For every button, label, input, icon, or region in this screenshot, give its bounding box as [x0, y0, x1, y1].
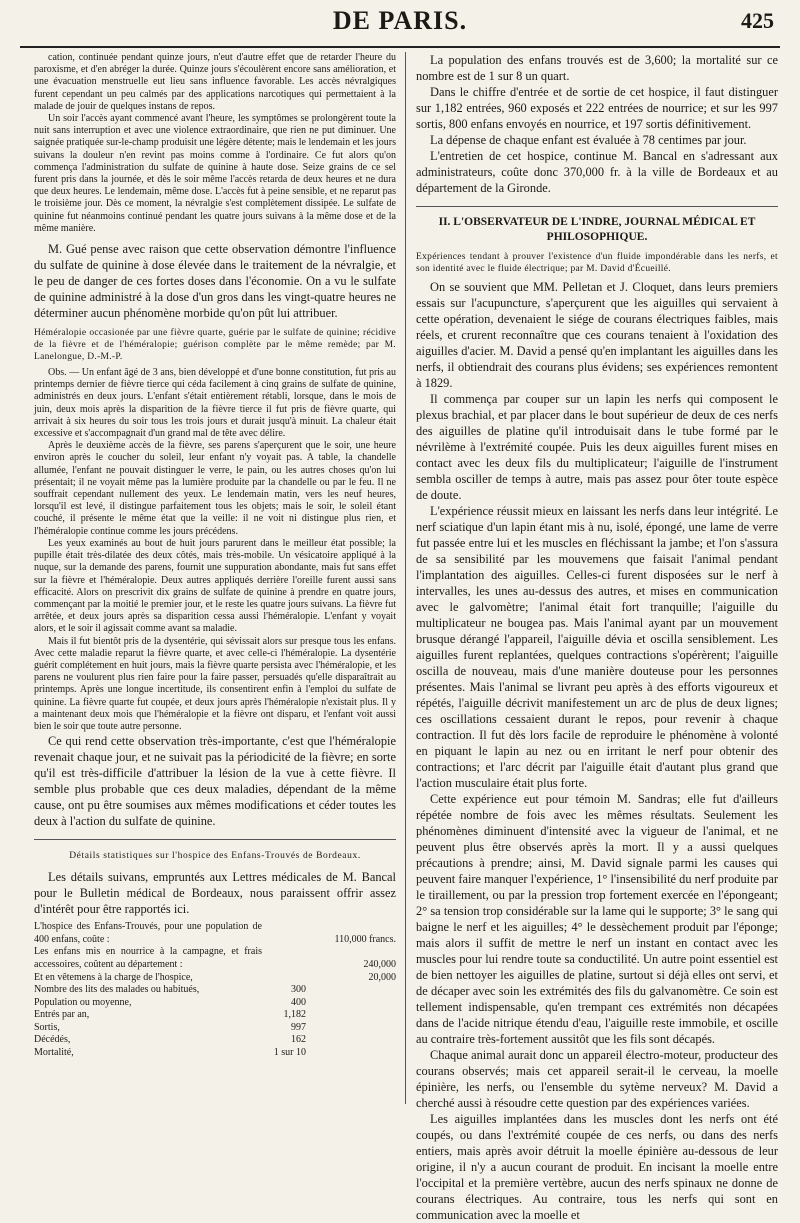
- table-row: [34, 921, 396, 946]
- page-title: DE PARIS.: [332, 6, 468, 35]
- right-column: [416, 52, 778, 1222]
- table-row: [34, 946, 396, 971]
- stat-total: 20,000: [368, 971, 396, 983]
- section-rule: [34, 839, 396, 840]
- stat-value: 997: [291, 1021, 306, 1033]
- stat-total: 240,000: [363, 958, 396, 970]
- section-rule: [416, 206, 778, 207]
- stats-paragraph: L'entretien de cet hospice, continue M. Bancal en s'adressant aux administrateurs, coûte donc 370,000 fr. à la ville de Bordeaux et au département de la Gironde.: [416, 149, 778, 195]
- stat-value: [262, 921, 306, 946]
- body-paragraph: Les aiguilles implantées dans les muscles dont les nerfs ont été coupés, ou dans l'extrémité coupée de ces nerfs, ou dans des nerfs entiers, mais après avoir détruit la moelle épinière au-dessous de leur origine, il n'y a aucun courant de produit. En incisant la moelle entre l'occipital et la première vertèbre, aucun des nerfs spinaux ne donne de courans électriques. Au contraire, tous les nerfs qui sont en communication avec la moelle et: [416, 1112, 778, 1222]
- body-paragraph: Cette expérience eut pour témoin M. Sandras; elle fut d'ailleurs répétée nombre de fois avec les mêmes résultats. Seulement les phénomènes diminuent d'intensité avec la vigueur de l'animal, et ne peuvent plus être observés après la mort. Il y a aussi quelques précautions à prendre; ainsi, M. David signale parmi les causes qui peuvent faire manquer l'expérience, 1° l'insensibilité du nerf produite par le tiraillement, ou par la pression trop fortement exercée en l'épongeant; 2° sa tension trop considérable sur la lame qui le supporte; 3° le sang qui baigne le nerf et les aiguilles; 4° le dessèchement produit par l'éponge; mais alors il suffit de mettre le nerf un instant en contact avec les muscles pour lui rendre toute sa conductilité. Un autre point essentiel est de bien nettoyer les aiguilles de platine, surtout si déjà elles ont servi, et de décaper avec soin les extrémités des fils du galvanomètre. Ce soin est tellement indispensable, qu'en trempant ces extrémités non décapées dans de l'acide nitrique étendu d'eau, l'aiguille reste immobile, et oscille au contraire très-fortement aussitôt que les fils sont décapés.: [416, 792, 778, 1046]
- stat-value: [262, 946, 306, 971]
- body-paragraph: Chaque animal aurait donc un appareil électro-moteur, producteur des courans observés; mais cet appareil serait-il le cerveau, la moelle épinière, les nerfs, ou l'ensemble du sytème nerveux? M. David a cherché aussi à résoudre cette question par des expériences variées.: [416, 1048, 778, 1110]
- gue-paragraph: M. Gué pense avec raison que cette observation démontre l'influence du sulfate de quinine à dose élevée dans le traitement de la névralgie, et le peu de danger de ces fortes doses dans l'économie. On a vu le sulfate de quinine administré à la dose d'un gros dans les vingt-quatre heures ne déterminer aucun phénomène morbide qu'on pût lui attribuer.: [34, 242, 396, 321]
- stat-total: [306, 1034, 396, 1047]
- stat-label: Entrés par an,: [34, 1009, 90, 1021]
- obs-paragraph: Les yeux examinés au bout de huit jours parurent dans le meilleur état possible; la pupille était très-dilatée des deux côtés, mais très-mobile. Un vésicatoire appliqué à la nuque, sur la demande des parens, fournit une suppuration abondante, mais fut sans effet sur la fièvre et l'héméralopie. Deux autres appliqués derrière l'oreille furent aussi sans efficacité. Alors on prescrivit dix grains de sulfate de quinine à prendre en quatre jours, commençant par la moitié le premier jour, et le reste les quatre jours suivans. La fièvre fut arrêtée, et deux jours après sa disparition cessa aussi l'héméralopie. L'enfant y voyait alors, et le soir il agissait comme avant sa maladie.: [34, 537, 396, 635]
- left-column: [34, 52, 396, 1104]
- stat-total: [306, 1047, 396, 1060]
- stat-total: [306, 997, 396, 1010]
- table-row: [34, 972, 396, 985]
- stat-value: 400: [291, 996, 306, 1008]
- stat-total: [306, 1009, 396, 1022]
- column-divider: [405, 52, 406, 1104]
- obs-paragraph: Mais il fut bientôt pris de la dysentérie, qui sévissait alors sur presque tous les enfans. Avec cette maladie reparut la fièvre quarte, et avec celle-ci l'héméralopie. La dysentérie guérit complétement en huit jours, mais la fièvre quarte persista avec l'héméralopie, et les parens ne voulurent plus rien faire pour la faire passer, persuadés qu'elle disparaîtrait au printemps. Après une longue incertitude, ils consentirent enfin à l'emploi du sulfate de quinine. La fièvre quarte fut coupée, et deux jours après l'héméralopie n'existait plus. Il y a maintenant deux mois que l'héméralopie et la fièvre ont disparu, et l'enfant voit aussi bien le soir que toute autre personne.: [34, 635, 396, 732]
- page-number: 425: [741, 8, 774, 33]
- conclusion-paragraph: Ce qui rend cette observation très-importante, c'est que l'héméralopie revenait chaque jour, et ne suivait pas la périodicité de la fièvre; en sorte qu'il est très-difficile d'attribuer la lésion de la vue à cette fièvre. Il semble plus probable que ces deux maladies, dépendant de la même cause, ont pu être soumises aux mêmes modifications et céder toutes les deux à l'action du sulfate de quinine.: [34, 734, 396, 829]
- hemeralopie-heading: Héméralopie occasionée par une fièvre quarte, guérie par le sulfate de quinine; récidive de la fièvre et de l'héméralopie; guérison complète par le même remède; par M. Lanelongue, D.-M.-P.: [34, 328, 396, 363]
- body-paragraph: L'expérience réussit mieux en laissant les nerfs dans leur intégrité. Le nerf sciatique d'un lapin étant mis à nu, isolé, épongé, une lame de verre fut passée entre lui et les muscles en fléchissant la jambe; et l'on s'assura de sa sensibilité par les mouvemens que faisait l'animal pendant l'implantation des aiguilles. Celles-ci furent disposées sur le nerf à intervalles, les unes au-dessus des autres, et mises en communication avec le galvomètre; l'animal était fort tranquille; l'aiguille du multiplicateur ne bougea pas. Mais l'animal ayant par un mouvement brusque dérangé l'appareil, l'aiguille dévia et oscilla sensiblement. Les aiguilles furent replantées, quelques contractions s'opérèrent; l'aiguille oscilla de nouveau, mais d'une manière douteuse pour les personnes présentes. Mais l'animal se livrant peu après à des efforts vigoureux et répétés, l'aiguille décrivit manifestement un arc de plus de deux lignes; ces oscillations cessaient durant le repos, pour revenir à chaque contraction. Il fut dès lors facile de reproduire le phénomène à volonté en piquant le lapin au nez ou en irritant le nerf pour obtenir des contractions; et l'arc décrit par l'aiguille était d'autant plus grand que l'action musculaire était plus forte.: [416, 504, 778, 790]
- experiences-heading: Expériences tendant à prouver l'existence d'un fluide impondérable dans les nerfs, et son identité avec le fluide électrique; par M. David d'Écueillé.: [416, 252, 778, 274]
- stats-paragraph: La dépense de chaque enfant est évaluée à 78 centimes par jour.: [430, 133, 747, 147]
- body-paragraph: On se souvient que MM. Pelletan et J. Cloquet, dans leurs premiers essais sur l'acupuncture, s'aperçurent que les aiguilles qui servaient à cette opération, devenaient le siége de courans électriques faibles, mais réels, et crurent reconnaître que ces courans tenaient à l'oxidation des aiguilles d'acier. M. David a pensé qu'en implantant les aiguilles dans les nerfs, il obtiendrait des courans plus évidens; ses expériences remontent à 1829.: [416, 280, 778, 390]
- stat-label: Mortalité,: [34, 1047, 74, 1059]
- stat-label: Et en vêtemens à la charge de l'hospice,: [34, 971, 193, 983]
- details-heading: Détails statistiques sur l'hospice des Enfans-Trouvés de Bordeaux.: [69, 851, 361, 862]
- stat-label: L'hospice des Enfans-Trouvés, pour une population de 400 enfans, coûte :: [34, 921, 262, 945]
- stat-total: [306, 984, 396, 997]
- section-title: II. L'OBSERVATEUR DE L'INDRE, JOURNAL MÉDICAL ET PHILOSOPHIQUE.: [438, 216, 756, 243]
- stat-label: Sortis,: [34, 1021, 60, 1033]
- table-row: [34, 1047, 396, 1060]
- stat-label: Population ou moyenne,: [34, 996, 132, 1008]
- stat-total: [306, 1022, 396, 1035]
- stat-total: 110,000 francs.: [334, 933, 396, 945]
- table-row: [34, 1009, 396, 1022]
- stat-label: Nombre des lits des malades ou habitués,: [34, 984, 200, 996]
- stats-table: [34, 921, 396, 1060]
- stat-label: Décédés,: [34, 1034, 71, 1046]
- intro-paragraph: Un soir l'accès ayant commencé avant l'heure, les symptômes se prolongèrent toute la nuit sans interruption et avec une violence extraordinaire, que rien ne put diminuer. Une saignée pratiquée sur-le-champ produisit une légère détente; mais le lendemain et les jours suivans la douleur n'en revint pas moins comme à l'ordinaire. Ce fut alors qu'on commença l'administration du sulfate de quinine à haute dose. Seize grains de ce sel furent pris dans la journée, et dès le soir même l'accès retarda de deux heures et ne dura que deux heures. Le lendemain, même dose. L'accès fut à peine sensible, et ne reparut pas le troisième jour. Dès ce moment, la névralgie s'est complètement dissipée. Le sulfate de quinine fut néanmoins continué pendant les quatre jours suivans à la même dose et de la même manière.: [34, 113, 396, 234]
- body-paragraph: Il commença par couper sur un lapin les nerfs qui composent le plexus brachial, et par placer dans le bout supérieur de deux de ces nerfs des aiguilles de platine qu'il introduisait dans le tube formé par le névrilème à l'extrémité coupée. Puis les deux aiguilles furent mises en contact avec les deux fils du multiplicateur; l'aiguille de l'instrument sembla osciller de temps à autre, mais pas assez pour ôter toute espèce de doute.: [416, 392, 778, 502]
- table-row: [34, 1022, 396, 1035]
- table-row: [34, 1034, 396, 1047]
- stats-paragraph: Dans le chiffre d'entrée et de sortie de cet hospice, il faut distinguer sur 1,182 entrées, 960 exposés et 222 entrées de nourrice; et sur les 997 sortis, 800 enfans envoyés en nourrice, et 197 sortis définitivement.: [416, 85, 778, 131]
- page-header: [20, 0, 780, 48]
- intro-paragraph: cation, continuée pendant quinze jours, n'eut d'autre effet que de retarder l'heure du paroxisme, et d'en abréger la durée. Quinze jours s'écoulèrent encore sans amélioration, et une évacuation menstruelle eut lieu sans influence favorable. Les accès névralgiques furent cependant un peu calmés par des applications narcotiques qui permettaient à la malade de jouir de quelques instans de repos.: [34, 52, 396, 112]
- table-row: [34, 997, 396, 1010]
- stat-value: 1,182: [283, 1009, 306, 1021]
- stat-label: Les enfans mis en nourrice à la campagne, et frais accessoires, coûtent au département :: [34, 946, 262, 970]
- stats-paragraph: La population des enfans trouvés est de 3,600; la mortalité sur ce nombre est de 1 sur 8 un quart.: [416, 53, 778, 83]
- stat-value: 300: [291, 984, 306, 996]
- stat-value: 1 sur 10: [273, 1047, 306, 1059]
- details-intro: Les détails suivans, empruntés aux Lettres médicales de M. Bancal pour le Bulletin médical de Bordeaux, nous paraissent offrir assez d'intérêt pour être rapportés ici.: [34, 870, 396, 917]
- stat-value: [262, 972, 306, 985]
- stat-value: 162: [291, 1034, 306, 1046]
- obs-paragraph: Obs. — Un enfant âgé de 3 ans, bien développé et d'une bonne constitution, fut pris au printemps dernier de fièvre tierce qui céda facilement à cinq grains de sulfate de quinine, administrés en deux jours. L'enfant s'était entièrement rétabli, lorsque, dans le mois de juin, deux mois après la disparition de la fièvre tierce il fut pris de fièvre quarte, qui arrivait à six heures du soir tous les trois jours et durait jusqu'à minuit. La chaleur était excessive et s'accompagnait d'un grand mal de tête avec délire.: [34, 367, 396, 440]
- table-row: [34, 984, 396, 997]
- obs-paragraph: Après le deuxième accès de la fièvre, ses parens s'aperçurent que le soir, une heure environ après le coucher du soleil, leur enfant n'y voyait pas. A table, la chandelle allumée, l'enfant ne pouvait distinguer le verre, le pain, ou les autres choses qu'on lui présentait; il ne voyait même pas la lumière produite par la chandelle ou par le feu. Il ne souffrait cependant nullement des yeux. Le lendemain matin, vers les neuf heures, lorsqu'il est levé, il distingue parfaitement tous les objets; mais le soir, le soleil étant couché, il présente le même état que la veille: il ne voit ni distingue plus rien, et l'héméralopie continue comme les jours précédens.: [34, 440, 396, 537]
